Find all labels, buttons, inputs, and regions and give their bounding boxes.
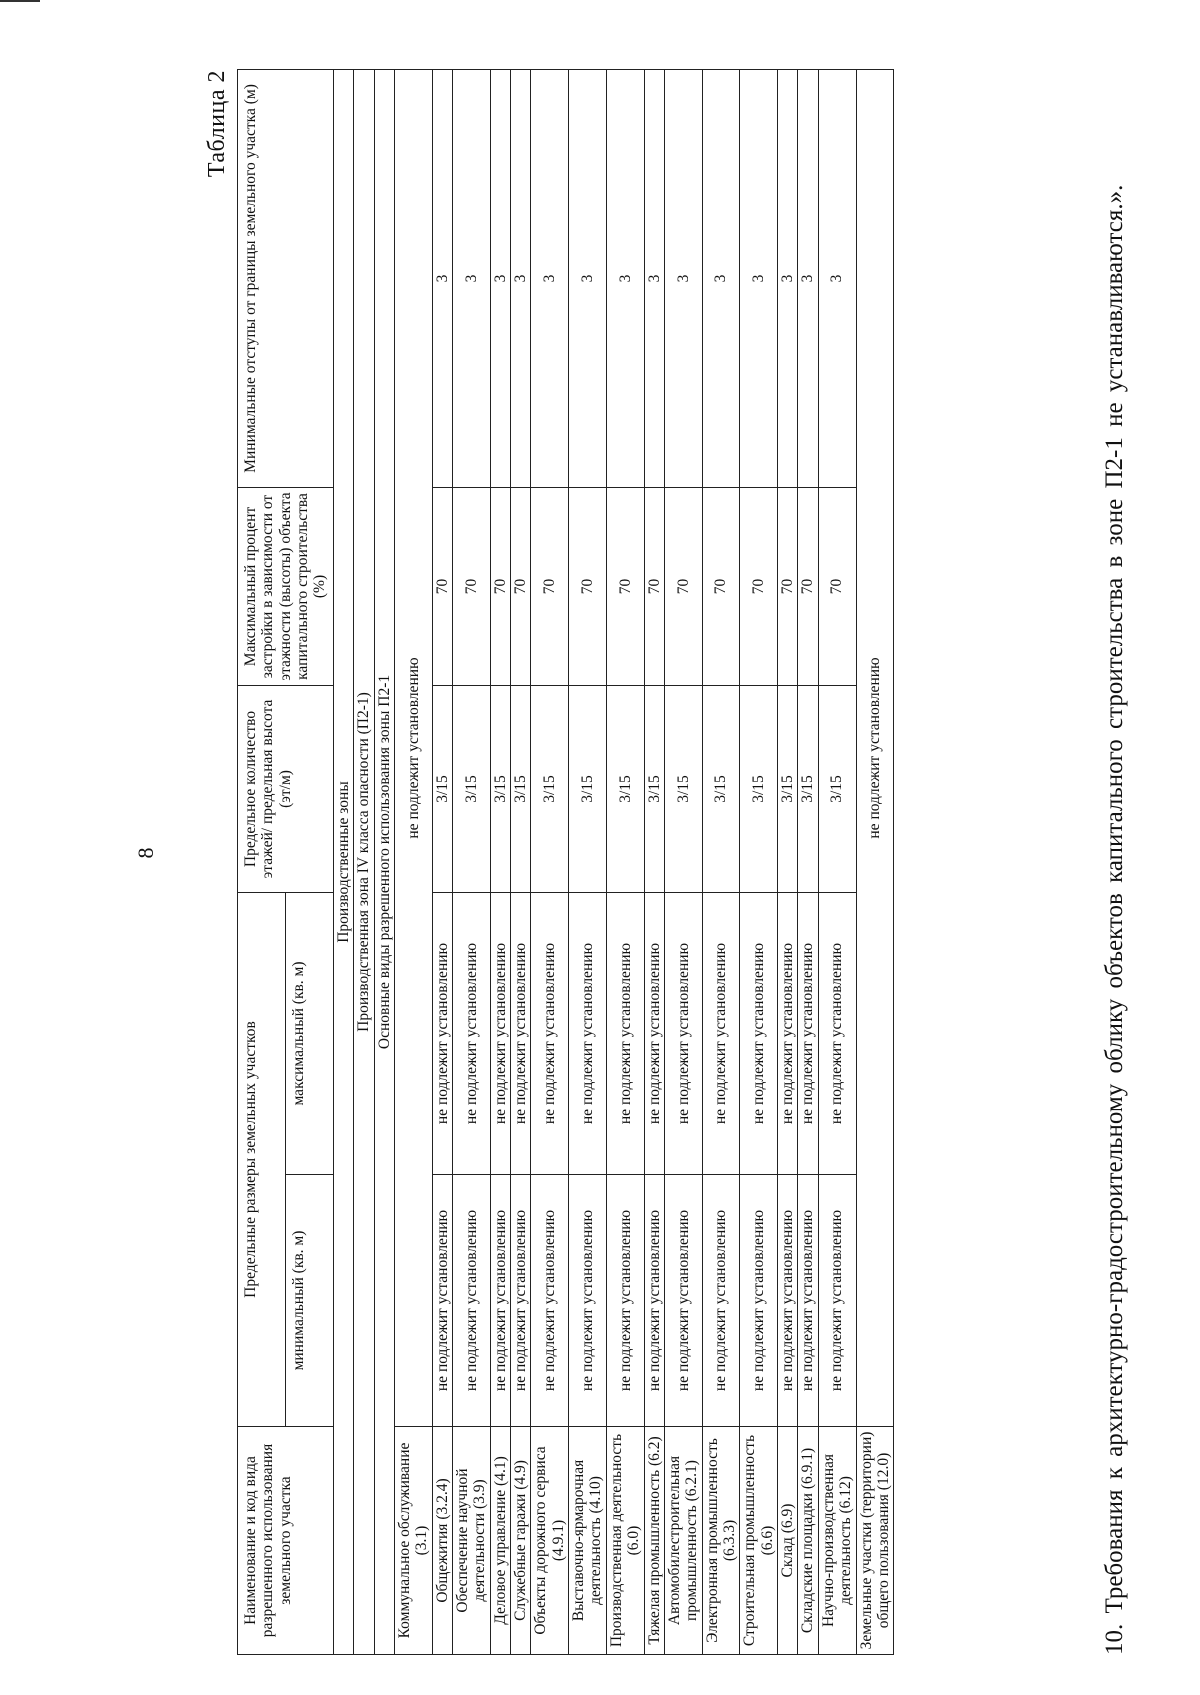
section-zone-group: Производственные зоны [333, 69, 353, 1654]
cell-max: не подлежит установлению [452, 892, 490, 1174]
cell-setback: 3 [702, 69, 740, 487]
cell-min: не подлежит установлению [740, 1175, 778, 1427]
cell-max: не подлежит установлению [740, 892, 778, 1174]
page-number: 8 [133, 847, 158, 859]
cell-floors: 3/15 [644, 685, 664, 892]
cell-min: не подлежит установлению [606, 1175, 644, 1427]
table-row [606, 69, 644, 1654]
cell-floors: 3/15 [702, 685, 740, 892]
cell-percent: 70 [664, 487, 702, 685]
cell-floors: 3/15 [511, 685, 531, 892]
zoning-table [237, 69, 894, 1655]
table-row [569, 69, 607, 1654]
cell-name: Объекты дорожного сервиса (4.9.1) [531, 1427, 569, 1655]
cell-floors: 3/15 [432, 685, 452, 892]
header-percent: Максимальный процент застройки в зависимости от этажности (высоты) объекта капитального строительства (%) [238, 487, 334, 685]
cell-min: не подлежит установлению [664, 1175, 702, 1427]
table-row [798, 69, 818, 1654]
cell-max: не подлежит установлению [702, 892, 740, 1174]
cell-name: Автомобилестроительная промышленность (6.2.1) [664, 1427, 702, 1655]
table-row [432, 69, 452, 1654]
cell-max: не подлежит установлению [490, 892, 510, 1174]
cell-min: не подлежит установлению [778, 1175, 798, 1427]
table-row [664, 69, 702, 1654]
cell-span: не подлежит установлению [856, 69, 894, 1426]
header-row [238, 69, 286, 1654]
section-row [354, 69, 374, 1654]
cell-min: не подлежит установлению [818, 1175, 856, 1427]
cell-setback: 3 [490, 69, 510, 487]
cell-floors: 3/15 [740, 685, 778, 892]
table-row [778, 69, 798, 1654]
cell-name: Общежития (3.2.4) [432, 1427, 452, 1655]
table-row [702, 69, 740, 1654]
cell-setback: 3 [664, 69, 702, 487]
cell-min: не подлежит установлению [798, 1175, 818, 1427]
cell-min: не подлежит установлению [490, 1175, 510, 1427]
cell-name: Деловое управление (4.1) [490, 1427, 510, 1655]
cell-setback: 3 [798, 69, 818, 487]
section-row [333, 69, 353, 1654]
cell-floors: 3/15 [818, 685, 856, 892]
section-row [374, 69, 394, 1654]
cell-name: Тяжелая промышленность (6.2) [644, 1427, 664, 1655]
header-max: максимальный (кв. м) [285, 892, 333, 1174]
cell-percent: 70 [531, 487, 569, 685]
header-setback: Минимальные отступы от границы земельного участка (м) [238, 69, 334, 487]
cell-min: не подлежит установлению [531, 1175, 569, 1427]
header-sizes-group: Предельные размеры земельных участков [238, 892, 286, 1426]
cell-min: не подлежит установлению [432, 1175, 452, 1427]
cell-max: не подлежит установлению [664, 892, 702, 1174]
cell-setback: 3 [606, 69, 644, 487]
table-row [452, 69, 490, 1654]
table-row [511, 69, 531, 1654]
table-row [740, 69, 778, 1654]
cell-floors: 3/15 [490, 685, 510, 892]
cell-min: не подлежит установлению [569, 1175, 607, 1427]
cell-max: не подлежит установлению [606, 892, 644, 1174]
cell-span: не подлежит установлению [394, 69, 432, 1426]
cell-min: не подлежит установлению [644, 1175, 664, 1427]
cell-max: не подлежит установлению [511, 892, 531, 1174]
table-row [531, 69, 569, 1654]
cell-setback: 3 [531, 69, 569, 487]
cell-name: Производственная деятельность (6.0) [606, 1427, 644, 1655]
cell-max: не подлежит установлению [569, 892, 607, 1174]
header-min: минимальный (кв. м) [285, 1175, 333, 1427]
cell-floors: 3/15 [606, 685, 644, 892]
table-title: Таблица 2 [204, 70, 230, 178]
cell-name: Коммунальное обслуживание (3.1) [394, 1427, 432, 1655]
cell-setback: 3 [511, 69, 531, 487]
cell-percent: 70 [798, 487, 818, 685]
cell-max: не подлежит установлению [432, 892, 452, 1174]
cell-percent: 70 [606, 487, 644, 685]
cell-percent: 70 [644, 487, 664, 685]
cell-max: не подлежит установлению [798, 892, 818, 1174]
cell-name: Обеспечение научной деятельности (3.9) [452, 1427, 490, 1655]
cell-name: Выставочно-ярмарочная деятельность (4.10) [569, 1427, 607, 1655]
requirements-note: 10. Требования к архитектурно-градостроительному облику объектов капитального строительства в зоне П2-1 не устанавливаются.». [1101, 184, 1128, 1655]
cell-name: Складские площадки (6.9.1) [798, 1427, 818, 1655]
cell-setback: 3 [432, 69, 452, 487]
cell-setback: 3 [818, 69, 856, 487]
rotated-page-content [204, 70, 1200, 1655]
cell-name: Научно-производственная деятельность (6.12) [818, 1427, 856, 1655]
cell-percent: 70 [818, 487, 856, 685]
cell-floors: 3/15 [778, 685, 798, 892]
cell-min: не подлежит установлению [702, 1175, 740, 1427]
cell-percent: 70 [452, 487, 490, 685]
section-main-uses: Основные виды разрешенного использования зоны П2-1 [374, 69, 394, 1654]
cell-floors: 3/15 [664, 685, 702, 892]
cell-percent: 70 [778, 487, 798, 685]
cell-max: не подлежит установлению [778, 892, 798, 1174]
header-name: Наименование и код вида разрешенного использования земельного участка [238, 1427, 334, 1655]
cell-setback: 3 [778, 69, 798, 487]
cell-percent: 70 [432, 487, 452, 685]
cell-floors: 3/15 [569, 685, 607, 892]
table-row [644, 69, 664, 1654]
cell-percent: 70 [569, 487, 607, 685]
scan-mark [0, 0, 40, 2]
section-zone: Производственная зона IV класса опасности (П2-1) [354, 69, 374, 1654]
cell-percent: 70 [490, 487, 510, 685]
cell-percent: 70 [702, 487, 740, 685]
cell-floors: 3/15 [798, 685, 818, 892]
cell-max: не подлежит установлению [644, 892, 664, 1174]
cell-percent: 70 [511, 487, 531, 685]
cell-min: не подлежит установлению [452, 1175, 490, 1427]
header-floors: Предельное количество этажей/ предельная высота (эт/м) [238, 685, 334, 892]
table-row [394, 69, 432, 1654]
cell-name: Служебные гаражи (4.9) [511, 1427, 531, 1655]
cell-name: Склад (6.9) [778, 1427, 798, 1655]
cell-min: не подлежит установлению [511, 1175, 531, 1427]
table-row [490, 69, 510, 1654]
cell-name: Строительная промышленность (6.6) [740, 1427, 778, 1655]
cell-setback: 3 [740, 69, 778, 487]
cell-setback: 3 [452, 69, 490, 487]
cell-max: не подлежит установлению [818, 892, 856, 1174]
cell-setback: 3 [644, 69, 664, 487]
cell-setback: 3 [569, 69, 607, 487]
cell-floors: 3/15 [452, 685, 490, 892]
cell-percent: 70 [740, 487, 778, 685]
table-row [818, 69, 856, 1654]
cell-floors: 3/15 [531, 685, 569, 892]
cell-max: не подлежит установлению [531, 892, 569, 1174]
cell-name: Электронная промышленность (6.3.3) [702, 1427, 740, 1655]
cell-name: Земельные участки (территории) общего пользования (12.0) [856, 1427, 894, 1655]
table-row [856, 69, 894, 1654]
